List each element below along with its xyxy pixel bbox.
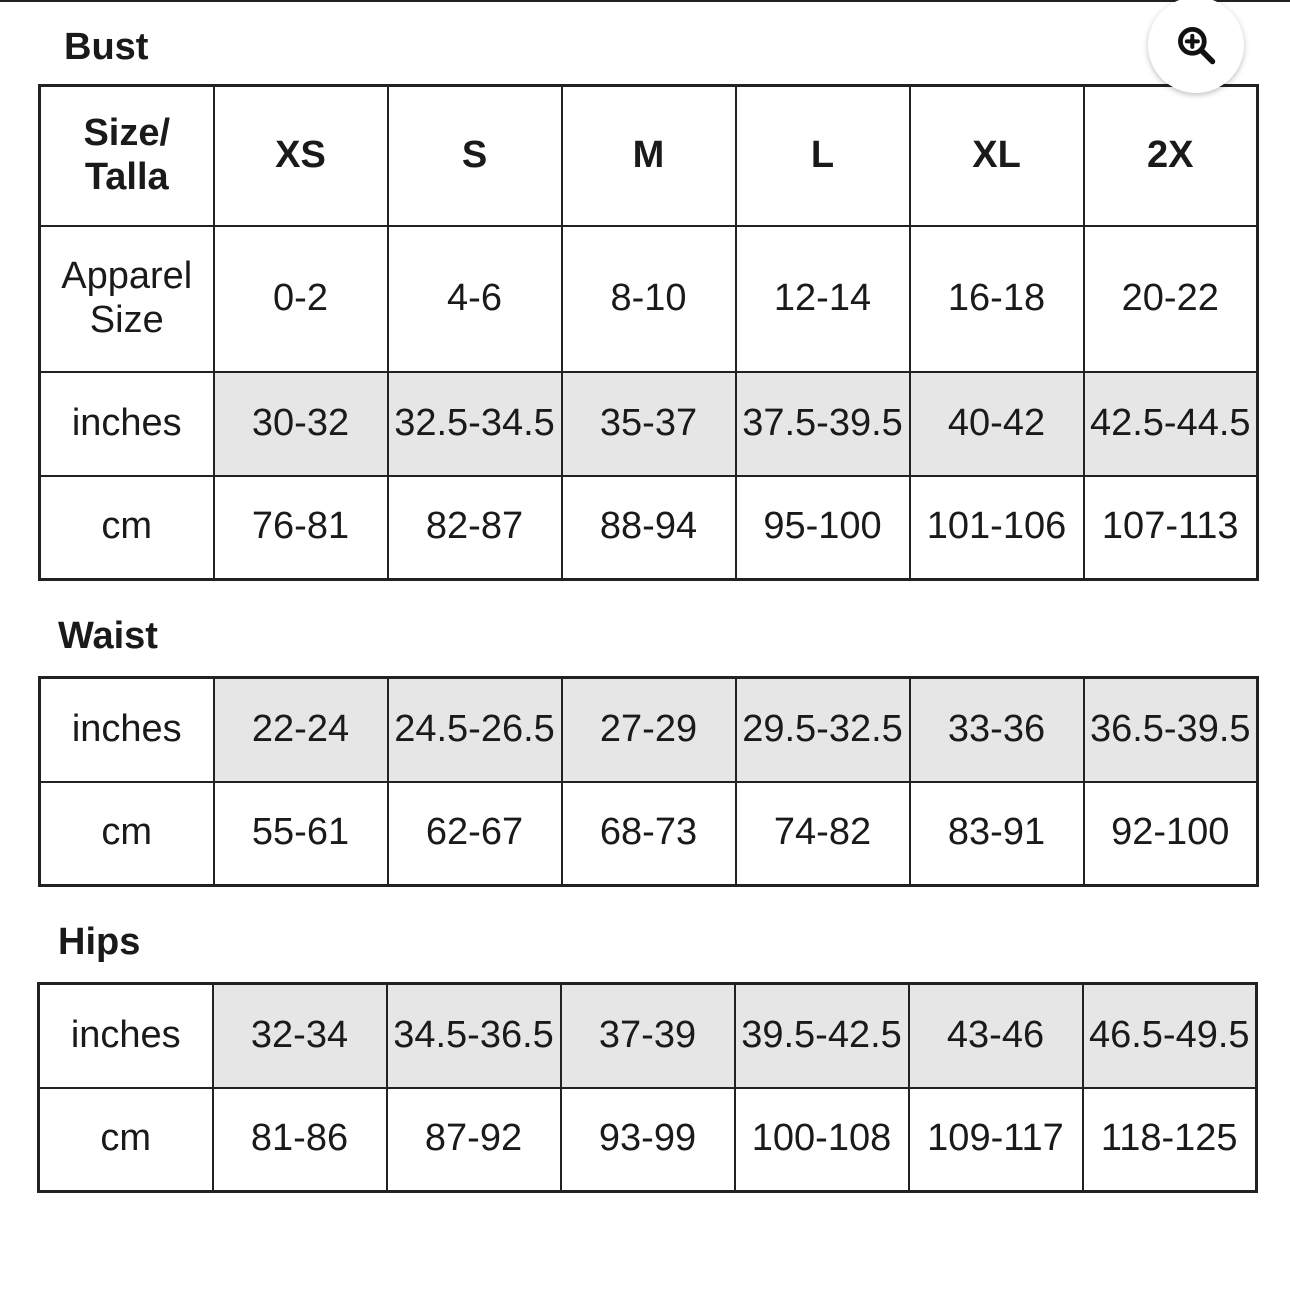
inches-label: inches [40,372,214,476]
table-cell: 76-81 [214,476,388,580]
table-cell: 88-94 [562,476,736,580]
inches-label: inches [40,678,214,782]
waist-title: Waist [58,615,158,657]
inches-label: inches [39,984,213,1088]
bust-apparel-row [40,226,1258,372]
size-header: 2X [1084,86,1258,226]
zoom-button[interactable] [1148,0,1244,93]
size-header: XS [214,86,388,226]
table-cell: 12-14 [736,226,910,372]
table-cell: 22-24 [214,678,388,782]
table-cell: 118-125 [1083,1088,1257,1192]
table-cell: 16-18 [910,226,1084,372]
table-cell: 20-22 [1084,226,1258,372]
table-cell: 62-67 [388,782,562,886]
bust-title: Bust [64,26,149,68]
size-header: XL [910,86,1084,226]
table-cell: 109-117 [909,1088,1083,1192]
size-header: S [388,86,562,226]
table-cell: 42.5-44.5 [1084,372,1258,476]
apparel-size-label: Apparel Size [40,226,214,372]
table-cell: 107-113 [1084,476,1258,580]
waist-cm-row [40,782,1258,886]
table-cell: 4-6 [388,226,562,372]
waist-inches-row [40,678,1258,782]
table-cell: 82-87 [388,476,562,580]
table-cell: 83-91 [910,782,1084,886]
cm-label: cm [40,476,214,580]
bust-table [38,84,1259,581]
table-cell: 87-92 [387,1088,561,1192]
table-cell: 33-36 [910,678,1084,782]
table-cell: 30-32 [214,372,388,476]
hips-table [37,982,1258,1193]
bust-size-row [40,86,1258,226]
cm-label: cm [40,782,214,886]
size-header: M [562,86,736,226]
table-cell: 100-108 [735,1088,909,1192]
table-cell: 74-82 [736,782,910,886]
hips-cm-row [39,1088,1257,1192]
cm-label: cm [39,1088,213,1192]
table-cell: 35-37 [562,372,736,476]
table-cell: 93-99 [561,1088,735,1192]
bust-inches-row [40,372,1258,476]
table-cell: 29.5-32.5 [736,678,910,782]
top-divider [0,0,1290,2]
table-cell: 81-86 [213,1088,387,1192]
table-cell: 34.5-36.5 [387,984,561,1088]
size-header: L [736,86,910,226]
waist-table [38,676,1259,887]
table-cell: 101-106 [910,476,1084,580]
zoom-in-icon [1174,23,1218,67]
table-cell: 24.5-26.5 [388,678,562,782]
table-cell: 68-73 [562,782,736,886]
table-cell: 55-61 [214,782,388,886]
table-cell: 37-39 [561,984,735,1088]
hips-inches-row [39,984,1257,1088]
table-cell: 43-46 [909,984,1083,1088]
table-cell: 46.5-49.5 [1083,984,1257,1088]
table-cell: 92-100 [1084,782,1258,886]
table-cell: 8-10 [562,226,736,372]
table-cell: 39.5-42.5 [735,984,909,1088]
table-cell: 36.5-39.5 [1084,678,1258,782]
hips-title: Hips [58,921,141,963]
table-cell: 40-42 [910,372,1084,476]
table-cell: 37.5-39.5 [736,372,910,476]
table-cell: 27-29 [562,678,736,782]
table-cell: 0-2 [214,226,388,372]
table-cell: 32.5-34.5 [388,372,562,476]
table-cell: 95-100 [736,476,910,580]
size-talla-header: Size/ Talla [40,86,214,226]
table-cell: 32-34 [213,984,387,1088]
bust-cm-row [40,476,1258,580]
